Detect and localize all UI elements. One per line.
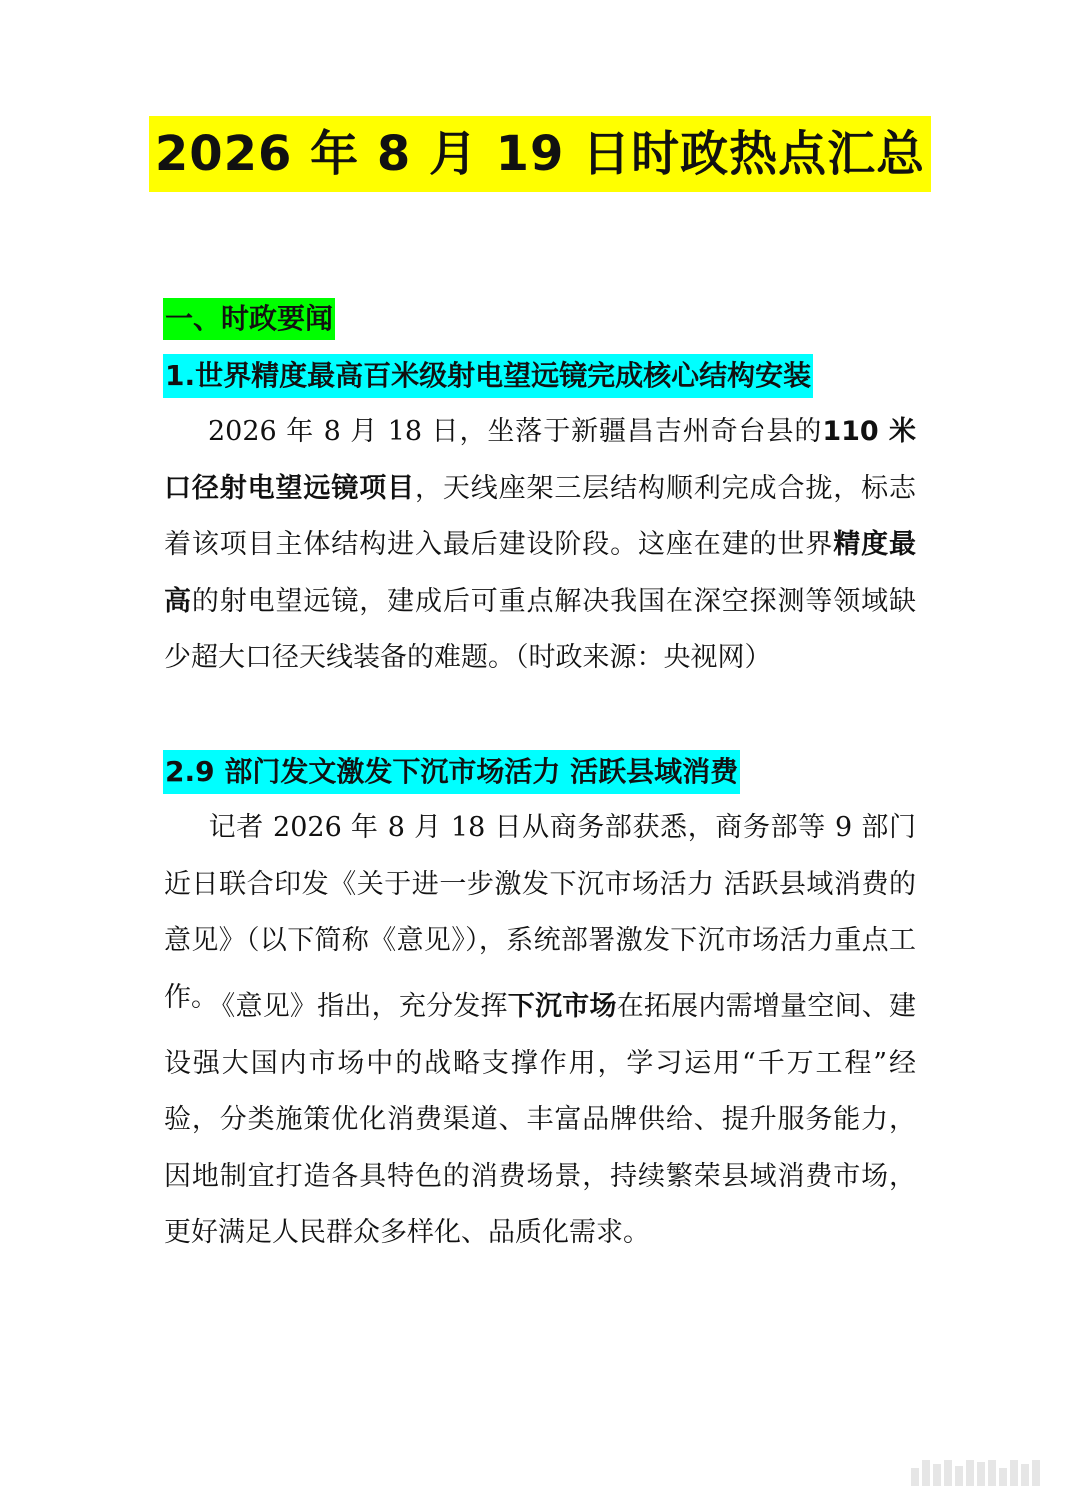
paragraph-text: ，天线座架三层结构顺利完成合拢，标志着该项目主体结构进入最后建设阶段。这座在建的世界: [164, 472, 917, 560]
page-title: 2026 年 8 月 19 日时政热点汇总: [149, 116, 931, 192]
news-headline-1: 1.世界精度最高百米级射电望远镜完成核心结构安装: [163, 354, 813, 398]
bold-emphasis: 精度最高: [164, 529, 917, 617]
paragraph-text: 的射电望远镜，建成后可重点解决我国在深空探测等领域缺少超大口径天线装备的难题。（时政来源：央视网）: [164, 585, 917, 673]
paragraph-text: 记者 2026 年 8 月 18 日从商务部获悉，商务部等 9 部门近日联合印发《关于进一步激发下沉市场活力 活跃县域消费的意见》（以下简称《意见》），系统部署激发下沉市场活力重点工作。: [164, 812, 916, 1013]
bold-emphasis: 110 米口径射电望远镜项目: [164, 416, 916, 504]
news-headline-2: 2.9 部门发文激发下沉市场活力 活跃县域消费: [163, 750, 740, 794]
paragraph-text: 《意见》指出，充分发挥: [208, 991, 508, 1022]
paragraph-text: 在拓展内需增量空间、建设强大国内市场中的战略支撑作用，学习运用“千万工程”经验，分类施策优化消费渠道、丰富品牌供给、提升服务能力，因地制宜打造各具特色的消费场景，持续繁荣县域消费市场，更好满足人民群众多样化、品质化需求。: [164, 991, 917, 1248]
news-paragraph-3: [164, 979, 916, 1262]
paragraph-text: 2026 年 8 月 18 日，坐落于新疆昌吉州奇台县的: [208, 416, 823, 447]
title-wrap: [0, 116, 1080, 192]
watermark-bars-icon: [911, 1460, 1040, 1486]
bold-emphasis: 下沉市场: [507, 991, 617, 1022]
section-heading: 一、时政要闻: [163, 298, 335, 340]
news-paragraph-1: [164, 404, 916, 687]
